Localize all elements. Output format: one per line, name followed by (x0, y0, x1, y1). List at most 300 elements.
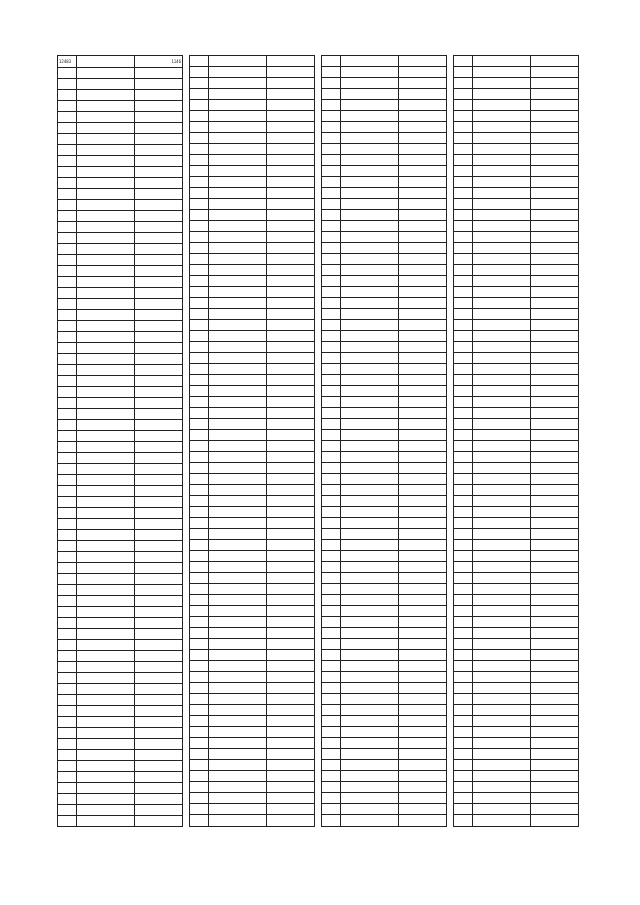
value-cell (267, 375, 315, 386)
row-number-cell (190, 452, 209, 463)
code-cell (473, 276, 531, 287)
code-cell (209, 133, 267, 144)
value-cell (531, 496, 579, 507)
value-cell (267, 430, 315, 441)
row-number-cell (58, 673, 77, 684)
table-row (58, 266, 183, 277)
table-row (454, 133, 579, 144)
code-cell (473, 287, 531, 298)
table-row (58, 431, 183, 442)
table-row (190, 56, 315, 67)
table-row (58, 56, 183, 68)
value-cell (267, 298, 315, 309)
value-cell (399, 243, 447, 254)
table-row (454, 463, 579, 474)
code-cell (341, 496, 399, 507)
code-cell (77, 640, 135, 651)
code-cell (341, 584, 399, 595)
table-row (190, 276, 315, 287)
code-cell (209, 760, 267, 771)
table-row (322, 100, 447, 111)
code-cell (473, 320, 531, 331)
table-row (190, 397, 315, 408)
row-number-cell (322, 771, 341, 782)
code-cell (473, 529, 531, 540)
value-cell (399, 573, 447, 584)
table-row (58, 321, 183, 332)
value-cell (135, 431, 183, 442)
table-row (322, 144, 447, 155)
code-cell (77, 145, 135, 156)
value-cell (531, 276, 579, 287)
table-row (454, 419, 579, 430)
code-cell (77, 629, 135, 640)
value-cell (267, 166, 315, 177)
value-cell (135, 101, 183, 112)
row-number-cell (58, 475, 77, 486)
table-row (322, 683, 447, 694)
code-cell (473, 452, 531, 463)
value-cell (531, 562, 579, 573)
value-cell (399, 276, 447, 287)
table-row (322, 78, 447, 89)
value-cell (135, 508, 183, 519)
code-cell (77, 453, 135, 464)
table-row (190, 771, 315, 782)
value-cell (135, 266, 183, 277)
value-cell (531, 815, 579, 827)
row-number-cell (454, 144, 473, 155)
row-number-cell (454, 573, 473, 584)
table-row (454, 705, 579, 716)
row-number-cell (454, 815, 473, 827)
code-cell (77, 365, 135, 376)
code-cell (473, 67, 531, 78)
row-number-cell (58, 816, 77, 827)
code-cell (341, 573, 399, 584)
code-cell (209, 287, 267, 298)
code-cell (473, 177, 531, 188)
table-row (190, 628, 315, 639)
code-cell (77, 277, 135, 288)
code-cell (209, 782, 267, 793)
table-row (454, 485, 579, 496)
value-cell (531, 485, 579, 496)
table-row (322, 474, 447, 485)
value-cell (267, 617, 315, 628)
table-row (322, 463, 447, 474)
table-row (190, 595, 315, 606)
code-cell (77, 189, 135, 200)
row-number-cell (190, 540, 209, 551)
value-cell (267, 584, 315, 595)
code-cell (473, 815, 531, 827)
table-row (322, 254, 447, 265)
row-number-cell (454, 111, 473, 122)
row-number-cell (190, 276, 209, 287)
code-cell (209, 727, 267, 738)
value-cell (531, 782, 579, 793)
row-number-cell (454, 210, 473, 221)
table-row (322, 529, 447, 540)
code-cell (341, 331, 399, 342)
table-row (58, 618, 183, 629)
code-cell (341, 518, 399, 529)
value-cell (531, 507, 579, 518)
row-number-cell (58, 783, 77, 794)
code-cell (473, 760, 531, 771)
value-cell (135, 90, 183, 101)
table-row (454, 738, 579, 749)
row-number-cell (322, 683, 341, 694)
row-number-cell (58, 233, 77, 244)
code-cell (341, 628, 399, 639)
table-row (58, 244, 183, 255)
table-row (190, 749, 315, 760)
table-row (190, 122, 315, 133)
code-cell (209, 738, 267, 749)
value-cell (135, 156, 183, 167)
value-cell (267, 221, 315, 232)
table-row (58, 574, 183, 585)
table-row (190, 210, 315, 221)
code-cell (341, 661, 399, 672)
row-number-cell (58, 222, 77, 233)
row-number-cell (322, 254, 341, 265)
value-cell (399, 628, 447, 639)
value-cell (135, 695, 183, 706)
row-number-cell (58, 684, 77, 695)
row-number-cell (58, 607, 77, 618)
data-table-block (321, 55, 447, 827)
value-cell (267, 144, 315, 155)
row-number-cell (58, 794, 77, 805)
value-cell (531, 100, 579, 111)
table-row (58, 200, 183, 211)
value-cell (135, 200, 183, 211)
value-cell (399, 111, 447, 122)
value-cell (267, 408, 315, 419)
code-cell (209, 155, 267, 166)
code-cell (473, 309, 531, 320)
row-number-cell (58, 376, 77, 387)
document-sheet (57, 55, 579, 827)
row-number-cell (322, 749, 341, 760)
table-row (190, 78, 315, 89)
row-number-cell (58, 112, 77, 123)
value-cell (267, 122, 315, 133)
code-cell (341, 155, 399, 166)
row-number-cell (190, 100, 209, 111)
code-cell (209, 705, 267, 716)
value-cell (267, 353, 315, 364)
row-number-cell (322, 628, 341, 639)
code-cell (473, 474, 531, 485)
table-row (190, 342, 315, 353)
value-cell (531, 793, 579, 804)
row-number-cell (58, 321, 77, 332)
row-number-cell (58, 387, 77, 398)
table-row (322, 221, 447, 232)
value-cell (399, 606, 447, 617)
row-number-cell (454, 540, 473, 551)
value-cell (267, 716, 315, 727)
table-row (454, 144, 579, 155)
table-row (190, 551, 315, 562)
row-number-cell (454, 650, 473, 661)
row-number-cell (190, 804, 209, 815)
code-cell (209, 122, 267, 133)
row-number-cell (190, 320, 209, 331)
value-cell (267, 793, 315, 804)
table-row (454, 89, 579, 100)
value-cell (399, 804, 447, 815)
row-number-cell (58, 519, 77, 530)
row-number-cell (58, 178, 77, 189)
value-cell (399, 386, 447, 397)
row-number-cell (454, 287, 473, 298)
table-row (58, 596, 183, 607)
code-cell (341, 793, 399, 804)
table-row (58, 673, 183, 684)
table-row (58, 277, 183, 288)
code-cell (341, 815, 399, 827)
value-cell (399, 188, 447, 199)
table-row (58, 255, 183, 266)
value-cell (399, 364, 447, 375)
value-cell (399, 419, 447, 430)
code-cell (341, 782, 399, 793)
row-number-cell (190, 507, 209, 518)
code-cell (473, 628, 531, 639)
value-cell (399, 375, 447, 386)
table-row (322, 760, 447, 771)
code-cell (341, 507, 399, 518)
table-row (322, 199, 447, 210)
code-cell (341, 716, 399, 727)
row-number-cell (454, 419, 473, 430)
row-number-cell (454, 474, 473, 485)
table-row (190, 287, 315, 298)
table-row (190, 221, 315, 232)
code-cell (77, 794, 135, 805)
value-cell (135, 662, 183, 673)
row-number-cell (454, 760, 473, 771)
value-cell (135, 728, 183, 739)
row-number-cell (322, 716, 341, 727)
code-cell (341, 375, 399, 386)
row-number-cell (190, 386, 209, 397)
table-row (454, 804, 579, 815)
row-number-cell (454, 386, 473, 397)
table-row (58, 497, 183, 508)
code-cell (473, 265, 531, 276)
code-cell (77, 530, 135, 541)
value-cell (135, 376, 183, 387)
value-cell (135, 761, 183, 772)
value-cell (267, 441, 315, 452)
table-row (454, 507, 579, 518)
value-cell (135, 629, 183, 640)
value-cell (531, 617, 579, 628)
table-row (58, 134, 183, 145)
code-cell (473, 254, 531, 265)
table-row (322, 342, 447, 353)
table-row (454, 782, 579, 793)
row-number-cell (322, 232, 341, 243)
row-number-cell (58, 497, 77, 508)
value-cell (267, 210, 315, 221)
value-cell (267, 738, 315, 749)
code-cell (209, 540, 267, 551)
table-row (190, 518, 315, 529)
row-number-cell (454, 155, 473, 166)
code-cell (77, 299, 135, 310)
value-cell (267, 540, 315, 551)
value-cell (399, 595, 447, 606)
table-row (58, 442, 183, 453)
value-cell (531, 89, 579, 100)
row-number-cell (322, 342, 341, 353)
code-cell (341, 133, 399, 144)
table-row (190, 738, 315, 749)
code-cell (209, 562, 267, 573)
table-row (454, 661, 579, 672)
table-row (322, 716, 447, 727)
code-cell (209, 364, 267, 375)
row-number-cell (322, 551, 341, 562)
table-row (454, 793, 579, 804)
row-number-cell (190, 89, 209, 100)
value-cell (267, 342, 315, 353)
value-cell (399, 683, 447, 694)
value-cell (135, 288, 183, 299)
code-cell (341, 760, 399, 771)
value-cell (135, 640, 183, 651)
row-number-cell (190, 430, 209, 441)
value-cell (531, 67, 579, 78)
row-number-cell (58, 244, 77, 255)
table-row (322, 276, 447, 287)
table-row (454, 78, 579, 89)
code-cell (473, 793, 531, 804)
row-number-cell (322, 540, 341, 551)
code-cell (209, 56, 267, 67)
table-row (322, 606, 447, 617)
value-cell (267, 683, 315, 694)
value-cell (267, 232, 315, 243)
code-cell (473, 573, 531, 584)
value-cell (267, 67, 315, 78)
table-row (454, 276, 579, 287)
row-number-cell (58, 508, 77, 519)
table-row (190, 584, 315, 595)
value-cell (267, 452, 315, 463)
code-cell (77, 332, 135, 343)
code-cell (209, 166, 267, 177)
code-cell (77, 255, 135, 266)
row-number-cell (322, 518, 341, 529)
row-number-cell (190, 287, 209, 298)
row-number-cell (454, 133, 473, 144)
code-cell (473, 342, 531, 353)
value-cell (531, 441, 579, 452)
value-cell (399, 463, 447, 474)
value-cell (267, 595, 315, 606)
code-cell (473, 804, 531, 815)
row-number-cell (454, 309, 473, 320)
value-cell (399, 441, 447, 452)
row-number-cell (322, 562, 341, 573)
table-row (190, 672, 315, 683)
row-number-cell (190, 111, 209, 122)
code-cell (77, 552, 135, 563)
code-cell (341, 639, 399, 650)
code-cell (473, 705, 531, 716)
value-cell (399, 705, 447, 716)
code-cell (341, 551, 399, 562)
value-cell (135, 189, 183, 200)
value-cell (399, 397, 447, 408)
row-number-cell (190, 408, 209, 419)
table-row (322, 375, 447, 386)
table-row (454, 342, 579, 353)
value-cell (531, 584, 579, 595)
value-cell (399, 122, 447, 133)
code-cell (77, 200, 135, 211)
code-cell (209, 815, 267, 827)
table-row (454, 298, 579, 309)
row-number-cell (454, 628, 473, 639)
table-row (58, 420, 183, 431)
value-cell (267, 507, 315, 518)
table-row (190, 177, 315, 188)
table-row (58, 354, 183, 365)
code-cell (77, 717, 135, 728)
code-cell (341, 694, 399, 705)
value-cell (399, 221, 447, 232)
row-number-cell (322, 122, 341, 133)
value-cell (267, 485, 315, 496)
value-cell (135, 684, 183, 695)
row-number-cell (454, 166, 473, 177)
table-row (58, 222, 183, 233)
row-number-cell (190, 485, 209, 496)
value-cell (135, 497, 183, 508)
value-cell (135, 310, 183, 321)
value-cell (135, 211, 183, 222)
table-row (58, 332, 183, 343)
code-cell (341, 540, 399, 551)
table-row (454, 331, 579, 342)
row-number-cell (58, 739, 77, 750)
value-cell (267, 661, 315, 672)
code-cell (341, 309, 399, 320)
row-number-cell (190, 210, 209, 221)
value-cell (135, 233, 183, 244)
value-cell (399, 89, 447, 100)
row-number-cell (322, 727, 341, 738)
code-cell (209, 430, 267, 441)
table-row (58, 310, 183, 321)
table-row (454, 56, 579, 67)
row-number-cell (190, 727, 209, 738)
value-cell (531, 430, 579, 441)
table-row (58, 629, 183, 640)
code-cell (77, 442, 135, 453)
table-row (454, 210, 579, 221)
value-cell (135, 519, 183, 530)
